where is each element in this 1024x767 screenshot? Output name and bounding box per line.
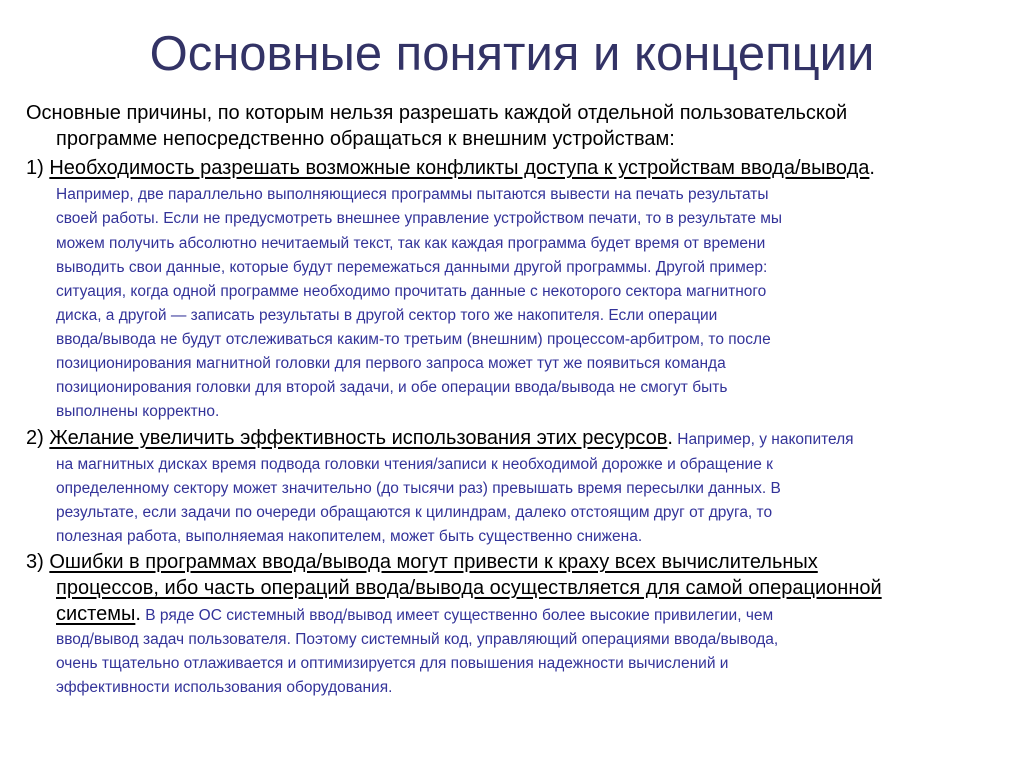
item-1-example-line: выводить свои данные, которые будут перемежаться данными другой программы. Другой пример: — [56, 259, 768, 276]
item-1-example-line: Например, две параллельно выполняющиеся программы пытаются вывести на печать результаты — [56, 186, 769, 203]
item-1-heading: Необходимость разрешать возможные конфликты доступа к устройствам ввода/вывода — [49, 157, 870, 179]
slide-title: Основные понятия и концепции — [149, 27, 875, 81]
item-2-heading: Желание увеличить эффективность использования этих ресурсов — [49, 427, 668, 449]
item-1-example-line: ввода/вывода не будут отслеживаться каким-то третьим (внешним) процессом-арбитром, то после — [56, 331, 771, 348]
item-3-heading-line-2 — [56, 575, 882, 601]
item-2-example-line: на магнитных дисках время подвода головки чтения/записи к необходимой дорожке и обращение к — [56, 456, 773, 473]
intro-line-1: Основные причины, по которым нельзя разрешать каждой отдельной пользовательской — [26, 102, 848, 124]
item-3-heading-line-3 — [56, 601, 773, 629]
item-1-example-line: можем получить абсолютно нечитаемый текст, так как каждая программа будет время от времени — [56, 235, 766, 252]
intro-line-2: программе непосредственно обращаться к внешним устройствам: — [56, 128, 675, 150]
item-3-heading-line-1 — [26, 549, 818, 575]
item-2-example-line: результате, если задачи по очереди обращаются к цилиндрам, далеко отстоящим друг от друга, то — [56, 504, 773, 521]
item-1-example-line: позиционирования магнитной головки для первого запроса может тут же появиться команда — [56, 355, 726, 372]
item-3-example-start: В ряде ОС системный ввод/вывод имеет существенно более высокие привилегии, чем — [140, 607, 774, 624]
item-1-period: . — [869, 157, 875, 179]
item-1-heading-line — [26, 155, 875, 181]
item-3-heading: системы — [56, 603, 136, 625]
item-2-example-line: полезная работа, выполняемая накопителем, может быть существенно снижена. — [56, 528, 643, 545]
item-3-example-line: очень тщательно отлаживается и оптимизируется для повышения надежности вычислений и — [56, 655, 729, 672]
item-2-heading-line — [26, 425, 854, 453]
item-3-heading: Ошибки в программах ввода/вывода могут привести к краху всех вычислительных — [49, 551, 818, 573]
item-1-example-line: позиционирования головки для второй задачи, и обе операции ввода/вывода не смогут быть — [56, 379, 728, 396]
item-2-number: 2) — [26, 427, 50, 449]
item-3-example-line: эффективности использования оборудования. — [56, 679, 393, 696]
item-2-period: . — [667, 427, 673, 449]
item-1-example-line: ситуация, когда одной программе необходимо прочитать данные с некоторого сектора магнитного — [56, 283, 767, 300]
item-3-period: . — [135, 603, 141, 625]
item-2-example-start: Например, у накопителя — [672, 431, 854, 448]
item-3-example-line: ввод/вывод задач пользователя. Поэтому системный код, управляющий операциями ввода/вывода, — [56, 631, 779, 648]
item-1-number: 1) — [26, 157, 50, 179]
item-1-example-line: своей работы. Если не предусмотреть внешнее управление устройством печати, то в результате мы — [56, 210, 783, 227]
item-3-heading: процессов, ибо часть операций ввода/вывода осуществляется для самой операционной — [56, 577, 882, 599]
item-2-example-line: определенному сектору может значительно (до тысячи раз) превышать время пересылки данных. В — [56, 480, 781, 497]
item-3-number: 3) — [26, 551, 50, 573]
item-1-example-line: диска, а другой — записать результаты в другой сектор того же накопителя. Если операции — [56, 307, 718, 324]
item-1-example-line: выполнены корректно. — [56, 403, 220, 420]
